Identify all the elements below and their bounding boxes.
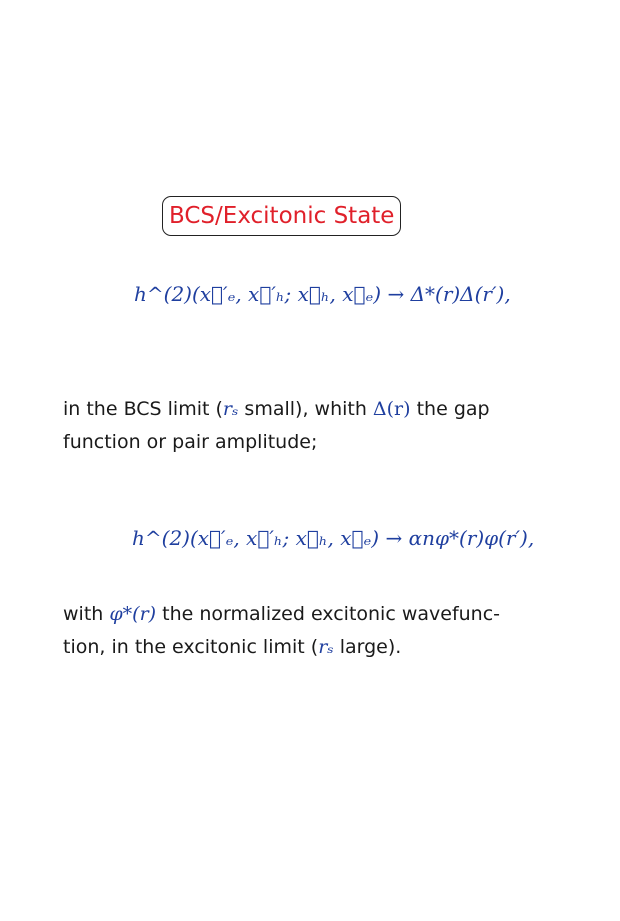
text-segment: small), whith — [238, 398, 373, 420]
paragraph-bcs-line-2: function or pair amplitude; — [63, 431, 318, 453]
text-segment: the gap — [410, 398, 490, 420]
paragraph-bcs-line-1 — [63, 393, 490, 426]
math-gap-function: Δ(r) — [372, 398, 411, 420]
math-wavefunction: φ*(r) — [109, 603, 157, 625]
text-segment: large). — [333, 636, 402, 658]
paragraph-excitonic-limit — [63, 598, 500, 664]
text-segment: tion, in the excitonic limit ( — [63, 636, 319, 658]
text-segment: with — [63, 603, 110, 625]
slide-title: BCS/Excitonic State — [162, 196, 401, 236]
paragraph-bcs-limit — [63, 393, 490, 459]
text-segment: in the BCS limit ( — [63, 398, 223, 420]
equation-excitonic-limit: h^(2)(x⃗′ₑ, x⃗′ₕ; x⃗ₕ, x⃗ₑ) → αnφ*(r)φ(r′), — [132, 526, 535, 550]
text-segment: the normalized excitonic wavefunc- — [156, 603, 501, 625]
equation-bcs-limit: h^(2)(x⃗′ₑ, x⃗′ₕ; x⃗ₕ, x⃗ₑ) → Δ*(r)Δ(r′), — [134, 282, 511, 306]
paragraph-excitonic-line-1 — [63, 598, 500, 631]
math-rs: rₛ — [222, 398, 239, 420]
math-rs: rₛ — [318, 636, 334, 658]
paragraph-excitonic-line-2 — [63, 631, 500, 664]
